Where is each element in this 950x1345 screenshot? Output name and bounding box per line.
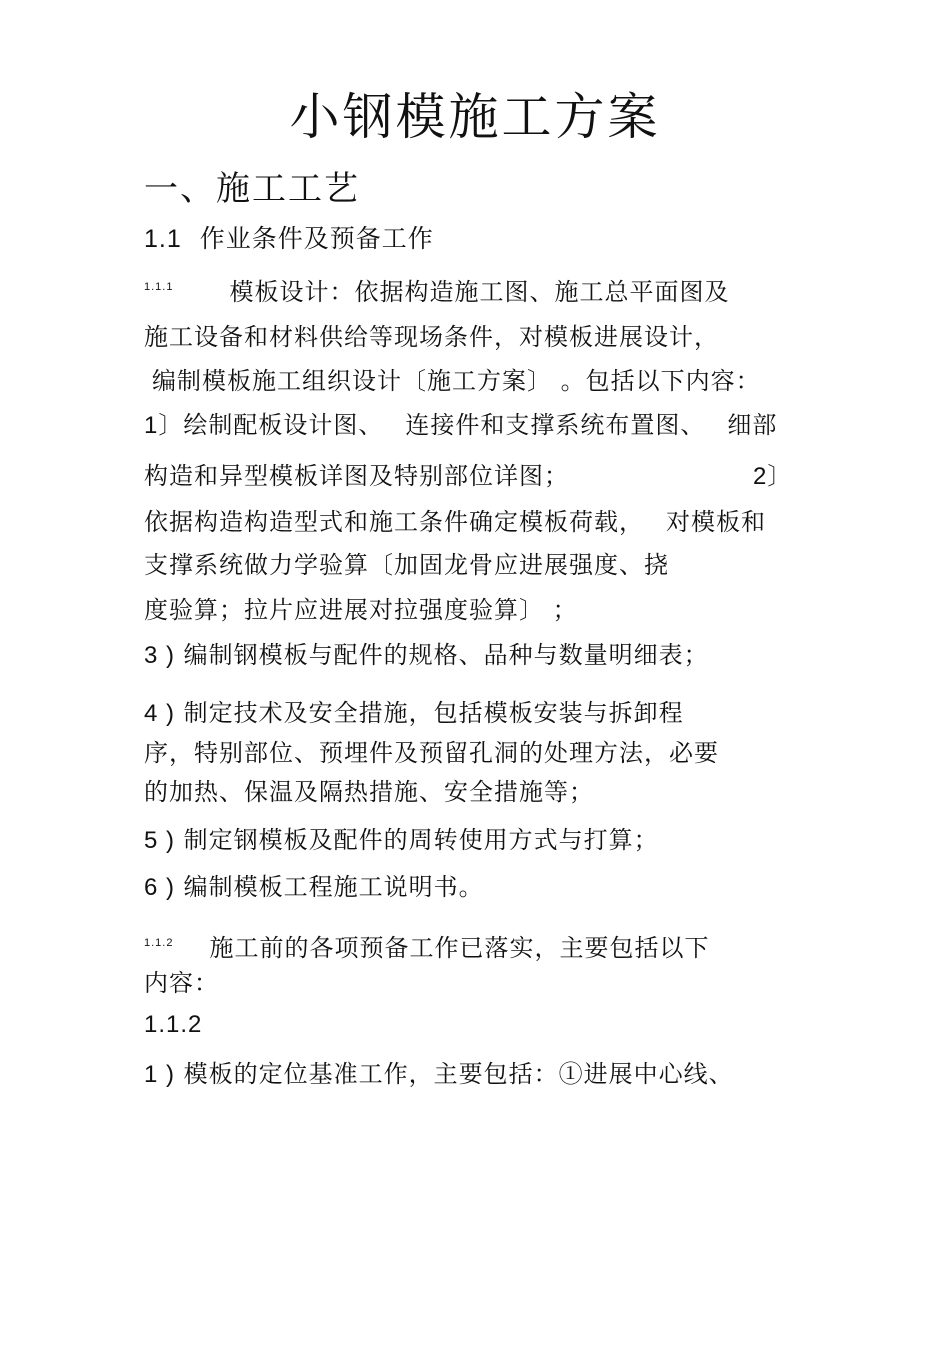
list-text: 对模板和 xyxy=(666,508,766,536)
list-item-3 xyxy=(144,640,709,671)
paragraph-text: 施工前的各项预备工作已落实，主要包括以下 xyxy=(209,934,710,962)
list-item-2-line3: 度验算；拉片应进展对拉强度验算〕 ； xyxy=(144,596,578,624)
subsection-number: 1.1 xyxy=(144,225,182,253)
page-title: 小钢模施工方案 xyxy=(289,88,661,146)
paragraph-1-1-2-line1 xyxy=(144,928,709,963)
list-text: 编制钢模板与配件的规格、品种与数量明细表； xyxy=(183,641,709,669)
list-number: 4 ) xyxy=(144,700,176,727)
list-item-5 xyxy=(144,825,659,856)
list-number: 3 ) xyxy=(144,642,176,669)
list-item-6 xyxy=(144,872,484,903)
list-item-1-line2 xyxy=(144,461,792,492)
paragraph-1-1-1-line2: 施工设备和材料供给等现场条件，对模板进展设计， xyxy=(144,323,719,351)
clause-number: 1.1.2 xyxy=(144,937,174,949)
section-heading-1: 一、施工工艺 xyxy=(144,169,360,209)
list-number: 2〕 xyxy=(753,463,793,490)
list-item-4-line2: 序，特别部位、预埋件及预留孔洞的处理方法，必要 xyxy=(144,739,719,767)
list-item-4-line3: 的加热、保温及隔热措施、安全措施等； xyxy=(144,778,594,806)
list-item-1-line1 xyxy=(144,410,777,441)
list-text: 构造和异型模板详图及特别部位详图； xyxy=(144,462,569,490)
list-text: 连接件和支撑系统布置图、 xyxy=(405,411,706,439)
list-number: 6 ) xyxy=(144,874,176,901)
subsection-title: 作业条件及预备工作 xyxy=(199,224,434,253)
list-text: 模板的定位基准工作，主要包括：①进展中心线、 xyxy=(183,1060,734,1088)
paragraph-text: 模板设计：依据构造施工图、施工总平面图及 xyxy=(229,278,730,306)
subsection-heading-1-1 xyxy=(144,224,434,254)
clause-number: 1.1.1 xyxy=(144,281,174,293)
list-item-b1 xyxy=(144,1059,734,1090)
clause-heading-1-1-2: 1.1.2 xyxy=(144,1011,203,1038)
list-text: 依据构造构造型式和施工条件确定模板荷载， xyxy=(144,508,644,536)
list-number: 5 ) xyxy=(144,827,176,854)
list-number: 1〕 xyxy=(144,412,184,439)
list-text: 编制模板工程施工说明书。 xyxy=(183,873,484,901)
list-item-2-line2: 支撑系统做力学验算〔加固龙骨应进展强度、挠 xyxy=(144,551,669,579)
paragraph-1-1-1-line1 xyxy=(144,272,729,307)
list-text: 细部 xyxy=(727,411,778,439)
list-text: 制定钢模板及配件的周转使用方式与打算； xyxy=(183,826,659,854)
list-item-2-line1 xyxy=(144,507,766,537)
paragraph-1-1-1-line3: 编制模板施工组织设计〔施工方案〕 。包括以下内容： xyxy=(152,367,761,395)
paragraph-1-1-2-line2: 内容： xyxy=(144,969,219,997)
list-text: 绘制配板设计图、 xyxy=(183,411,384,439)
list-item-4-line1 xyxy=(144,698,684,729)
list-number: 1 ) xyxy=(144,1061,176,1088)
list-text: 制定技术及安全措施，包括模板安装与拆卸程 xyxy=(183,699,684,727)
